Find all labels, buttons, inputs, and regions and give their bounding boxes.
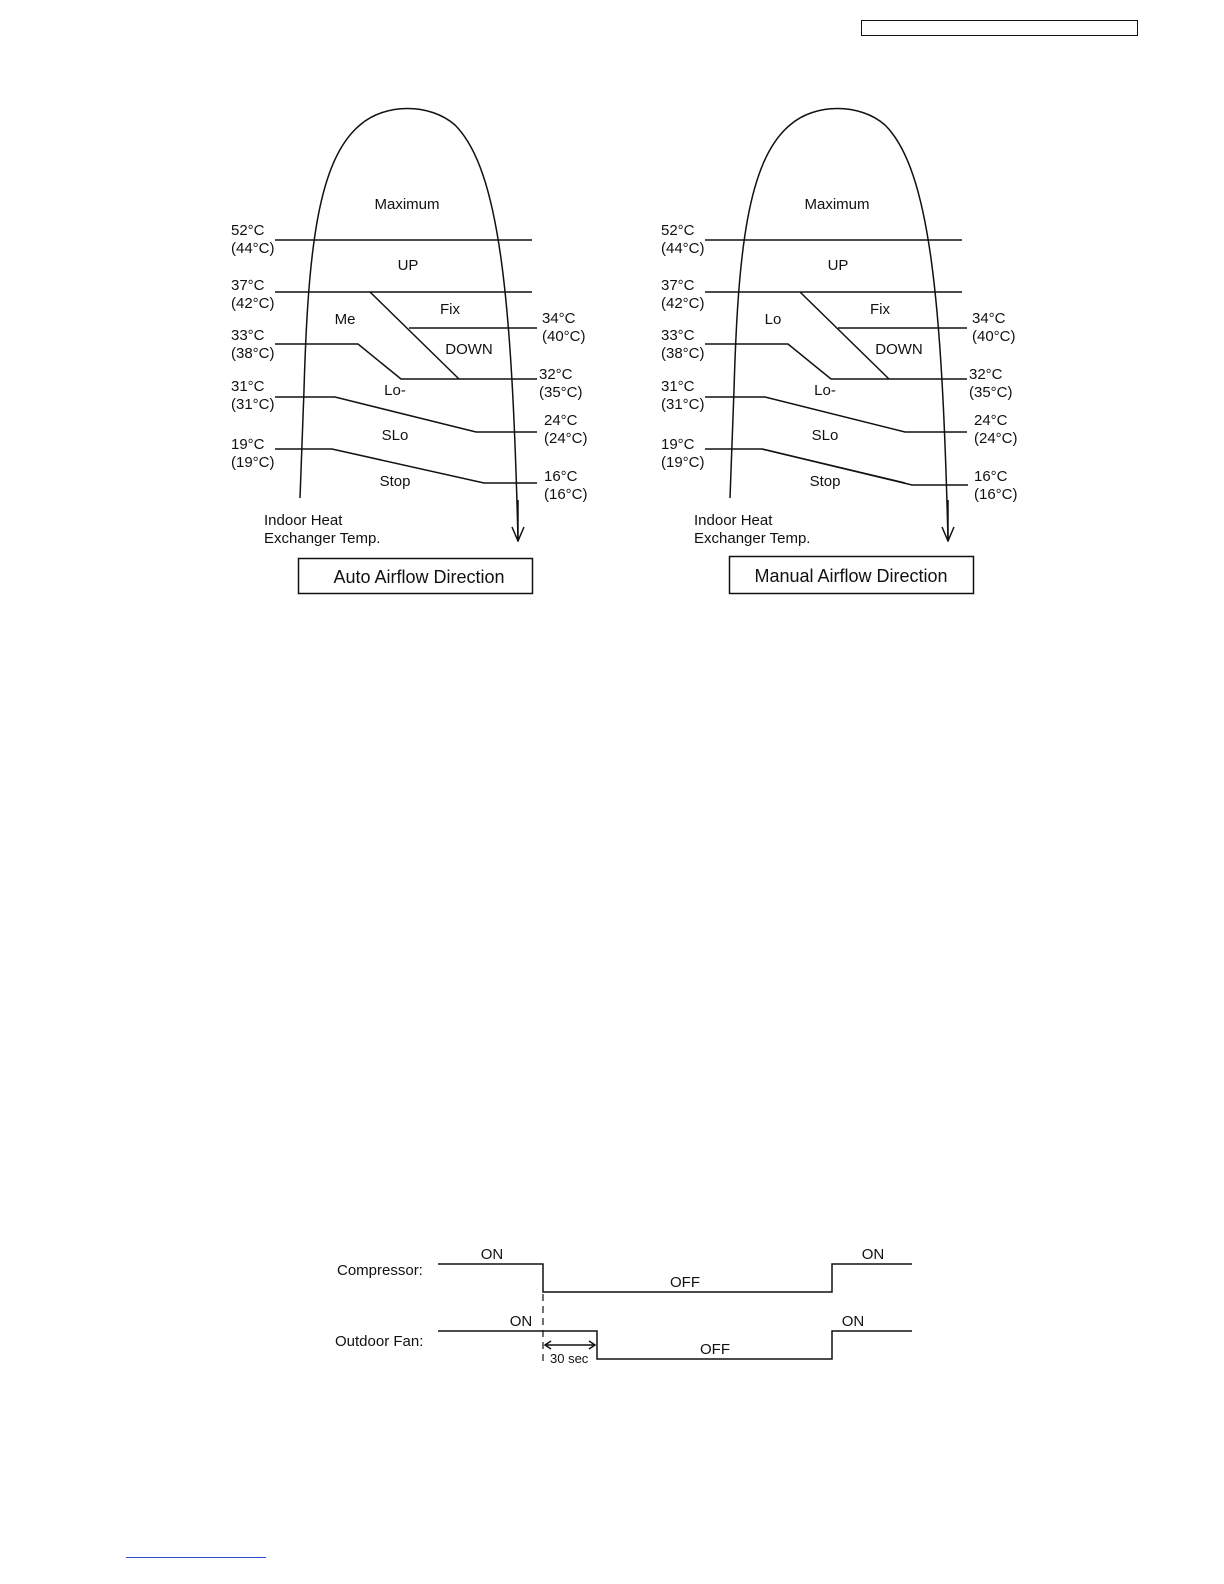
outdoor-fan-signal [438, 1331, 912, 1359]
compressor-label: Compressor: [337, 1262, 423, 1279]
auto-right-temp-34: 34°C [542, 310, 576, 327]
manual-zone-maximum: Maximum [804, 196, 870, 213]
manual-zone-up: UP [827, 257, 849, 274]
manual-axis-label-line2: Exchanger Temp. [694, 530, 811, 547]
auto-left-temp-37-paren: (42°C) [231, 295, 275, 312]
manual-left-temp-19-paren: (19°C) [661, 454, 705, 471]
auto-right-temp-24: 24°C [544, 412, 578, 429]
auto-caption-text: Auto Airflow Direction [333, 567, 505, 587]
auto-line-33 [275, 344, 537, 379]
auto-left-temp-31: 31°C [231, 378, 265, 395]
timing-diagram [335, 1246, 912, 1366]
manual-left-temp-31: 31°C [661, 378, 695, 395]
auto-left-temp-52-paren: (44°C) [231, 240, 275, 257]
manual-line-33 [705, 344, 967, 379]
manual-zone-down: DOWN [875, 341, 923, 358]
auto-axis-label-line1: Indoor Heat [264, 512, 343, 529]
auto-zone-lo-minus: Lo- [384, 382, 406, 399]
manual-left-temp-37-paren: (42°C) [661, 295, 705, 312]
manual-left-temp-33-paren: (38°C) [661, 345, 705, 362]
manual-left-temp-33: 33°C [661, 327, 695, 344]
outdoor-fan-on-left: ON [509, 1313, 533, 1330]
auto-right-temp-16-paren: (16°C) [544, 486, 588, 503]
outdoor-fan-on-right: ON [841, 1313, 865, 1330]
auto-right-temp-32: 32°C [539, 366, 573, 383]
auto-left-temp-19: 19°C [231, 436, 265, 453]
outdoor-fan-label: Outdoor Fan: [335, 1333, 424, 1350]
auto-axis-label-line2: Exchanger Temp. [264, 530, 381, 547]
auto-right-temp-24-paren: (24°C) [544, 430, 588, 447]
manual-left-temp-52-paren: (44°C) [661, 240, 705, 257]
auto-right-temp-34-paren: (40°C) [542, 328, 586, 345]
manual-left-temp-19: 19°C [661, 436, 695, 453]
outdoor-fan-off: OFF [700, 1341, 730, 1358]
manual-zone-slo: SLo [811, 427, 839, 444]
manual-caption-text: Manual Airflow Direction [754, 566, 948, 586]
manual-axis-label-line1: Indoor Heat [694, 512, 773, 529]
manual-left-temp-31-paren: (31°C) [661, 396, 705, 413]
auto-airflow-diagram [231, 109, 588, 594]
footer-link-underline [126, 1557, 266, 1558]
manual-left-temp-37: 37°C [661, 277, 695, 294]
manual-right-temp-32: 32°C [969, 366, 1003, 383]
auto-zone-fix: Fix [440, 301, 460, 318]
manual-zone-fix: Fix [870, 301, 890, 318]
manual-zone-lo-minus: Lo- [814, 382, 836, 399]
manual-zone-stop: Stop [809, 473, 841, 490]
manual-right-temp-34: 34°C [972, 310, 1006, 327]
auto-zone-down: DOWN [445, 341, 493, 358]
auto-right-temp-32-paren: (35°C) [539, 384, 583, 401]
compressor-on-left: ON [480, 1246, 504, 1263]
manual-airflow-diagram [661, 109, 1018, 594]
compressor-on-right: ON [861, 1246, 885, 1263]
auto-right-temp-16: 16°C [544, 468, 578, 485]
auto-zone-maximum: Maximum [374, 196, 440, 213]
auto-left-temp-33: 33°C [231, 327, 265, 344]
auto-zone-left-mid: Me [334, 311, 356, 328]
manual-right-temp-24-paren: (24°C) [974, 430, 1018, 447]
auto-left-temp-37: 37°C [231, 277, 265, 294]
auto-zone-slo: SLo [381, 427, 409, 444]
auto-left-temp-19-paren: (19°C) [231, 454, 275, 471]
auto-left-temp-31-paren: (31°C) [231, 396, 275, 413]
manual-right-temp-16: 16°C [974, 468, 1008, 485]
manual-zone-left-mid: Lo [764, 311, 782, 328]
manual-right-temp-32-paren: (35°C) [969, 384, 1013, 401]
compressor-off: OFF [670, 1274, 700, 1291]
delay-label: 30 sec [550, 1351, 589, 1366]
manual-right-temp-34-paren: (40°C) [972, 328, 1016, 345]
auto-zone-up: UP [397, 257, 419, 274]
auto-left-temp-52: 52°C [231, 222, 265, 239]
manual-right-temp-16-paren: (16°C) [974, 486, 1018, 503]
manual-right-temp-24: 24°C [974, 412, 1008, 429]
auto-left-temp-33-paren: (38°C) [231, 345, 275, 362]
manual-left-temp-52: 52°C [661, 222, 695, 239]
auto-zone-stop: Stop [379, 473, 411, 490]
